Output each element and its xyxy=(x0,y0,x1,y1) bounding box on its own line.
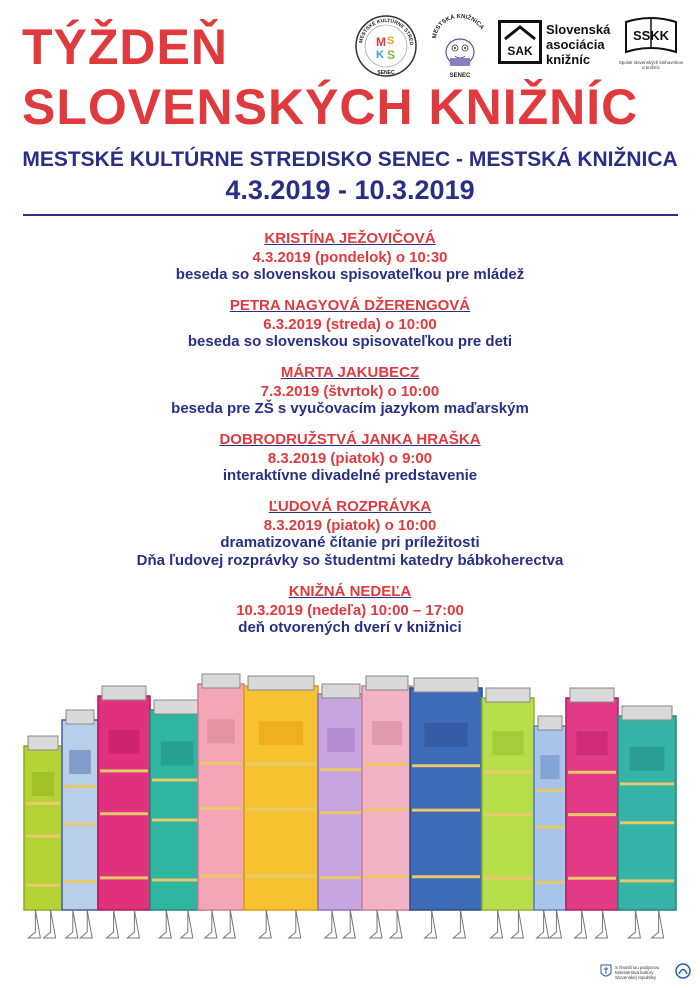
event-item xyxy=(0,296,700,351)
event-name: DOBRODRUŽSTVÁ JANKA HRAŠKA xyxy=(219,431,481,448)
svg-text:MESTSKÁ KNIŽNICA xyxy=(432,14,485,39)
event-name: KRISTÍNA JEŽOVIČOVÁ xyxy=(264,230,436,247)
ministry-text: S finančnou podporou Ministerstva kultúry Slovenskej republiky xyxy=(615,965,660,980)
sak-house-icon xyxy=(498,20,542,64)
event-description: deň otvorených dverí v knižnici xyxy=(238,619,462,636)
ministry-logo-icon xyxy=(674,962,692,980)
book xyxy=(618,706,676,938)
sskk-caption: Spolok slovenských knihovníkov a knižníc xyxy=(618,60,684,70)
event-time: 7.3.2019 (štvrtok) o 10:00 xyxy=(260,383,440,400)
sak-name xyxy=(546,22,611,67)
sak-line-3: knižníc xyxy=(546,52,591,67)
mk-top-text: MESTSKÁ KNIŽNICA xyxy=(431,14,485,40)
book xyxy=(244,676,318,938)
msks-senec-text: SENEC xyxy=(377,70,395,76)
event-item xyxy=(0,229,700,284)
event-time: 8.3.2019 (piatok) o 9:00 xyxy=(267,450,433,467)
event-name: PETRA NAGYOVÁ DŽERENGOVÁ xyxy=(229,297,471,314)
books-illustration xyxy=(0,660,700,960)
sak-line-2: asociácia xyxy=(546,37,605,52)
event-time: 8.3.2019 (piatok) o 10:00 xyxy=(263,517,437,534)
svg-text:M: M xyxy=(376,35,386,49)
poster-title-line-1: TÝŽDEŇ xyxy=(22,19,228,75)
event-description: beseda so slovenskou spisovateľkou pre deti xyxy=(187,333,513,350)
book xyxy=(98,686,150,938)
event-item xyxy=(0,582,700,637)
msks-ring-text: MESTSKÉ KULTÚRNE STRED xyxy=(358,17,415,46)
event-dates: 4.3.2019 - 10.3.2019 xyxy=(225,175,475,205)
event-description: Dňa ľudovej rozprávky so študentmi katedry bábkoherectva xyxy=(136,552,564,569)
event-item xyxy=(0,363,700,418)
mestska-kniznica-logo xyxy=(426,14,494,82)
book xyxy=(362,676,412,938)
event-description: interaktívne divadelné predstavenie xyxy=(222,467,478,484)
book xyxy=(566,688,618,938)
sak-logo xyxy=(498,20,611,70)
svg-text:S: S xyxy=(387,48,396,62)
event-time: 4.3.2019 (pondelok) o 10:30 xyxy=(252,249,448,266)
book xyxy=(24,736,62,938)
coat-of-arms-icon xyxy=(600,964,612,980)
book xyxy=(410,678,482,938)
event-name: KNIŽNÁ NEDEĽA xyxy=(288,583,412,600)
book xyxy=(482,688,534,938)
event-description: dramatizované čítanie pri príležitosti xyxy=(220,534,480,551)
footer-logos xyxy=(600,962,695,984)
event-name: MÁRTA JAKUBECZ xyxy=(280,364,420,381)
book xyxy=(318,684,364,938)
svg-text:S: S xyxy=(387,35,395,47)
event-description: beseda so slovenskou spisovateľkou pre mládež xyxy=(175,266,525,283)
book xyxy=(150,700,204,938)
event-time: 6.3.2019 (streda) o 10:00 xyxy=(263,316,437,333)
poster-title-line-2: SLOVENSKÝCH KNIŽNÍC xyxy=(22,79,639,135)
divider-line xyxy=(23,214,678,216)
svg-text:K: K xyxy=(376,49,384,61)
event-list xyxy=(0,229,700,649)
mk-senec-text: SENEC xyxy=(449,73,471,79)
sskk-mark: SSKK xyxy=(632,28,670,43)
sak-line-1: Slovenská xyxy=(546,22,611,37)
partner-logos xyxy=(346,14,696,80)
event-item xyxy=(0,430,700,485)
book xyxy=(198,674,244,938)
sskk-logo xyxy=(618,16,684,76)
organizer-subtitle: MESTSKÉ KULTÚRNE STREDISKO SENEC - MESTSKÁ KNIŽNICA xyxy=(22,148,678,171)
event-item xyxy=(0,497,700,570)
msks-logo xyxy=(354,14,418,78)
book xyxy=(534,716,566,938)
book xyxy=(62,710,98,938)
sak-mark: SAK xyxy=(507,44,533,58)
event-name: ĽUDOVÁ ROZPRÁVKA xyxy=(268,498,432,515)
event-description: beseda pre ZŠ s vyučovacím jazykom maďarským xyxy=(171,400,529,417)
event-time: 10.3.2019 (nedeľa) 10:00 – 17:00 xyxy=(236,602,464,619)
